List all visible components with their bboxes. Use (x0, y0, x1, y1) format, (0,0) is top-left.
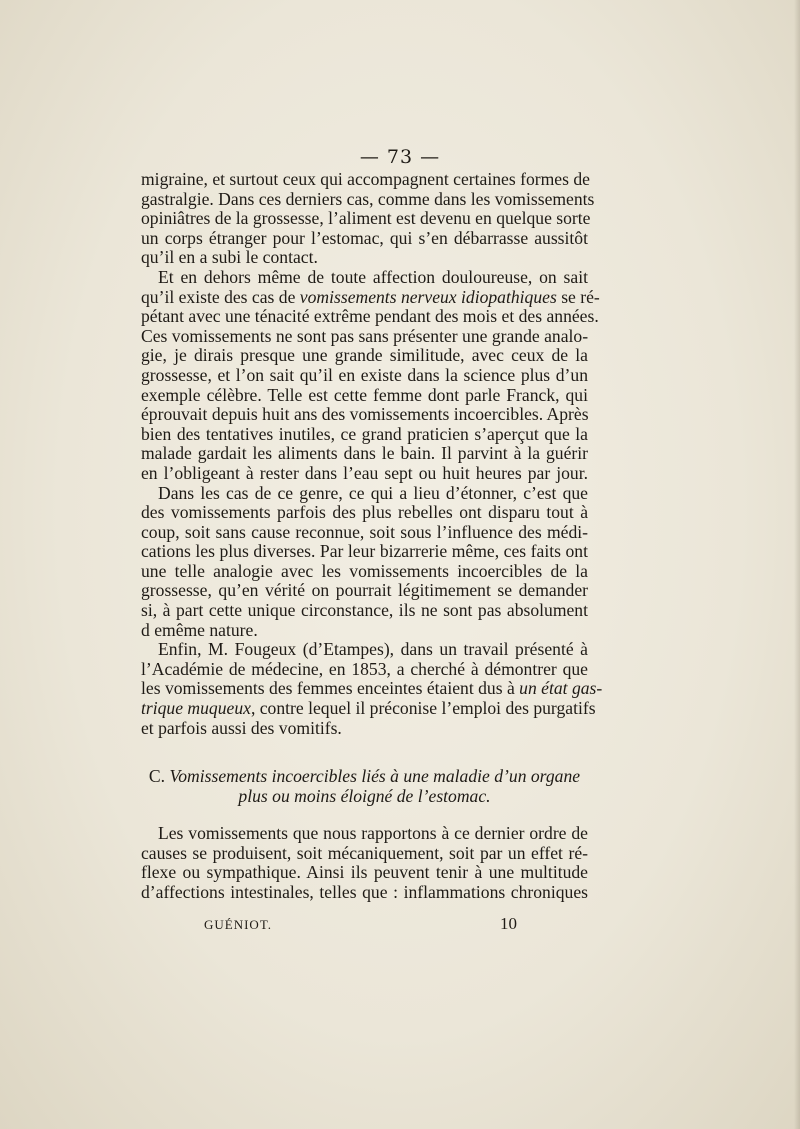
text-run: qu’il existe des cas de (141, 286, 300, 307)
italic-term: trique muqueux (141, 698, 251, 719)
text-line: éprouvait depuis huit ans des vomissements incoercibles. Après (141, 404, 589, 425)
text-line: qu’il en a subi le contact. (141, 247, 318, 268)
text-line: l’Académie de médecine, en 1853, a cherché à démontrer que (141, 658, 588, 679)
text-line (141, 678, 603, 699)
body-text (141, 169, 603, 738)
sheet-number: 10 (500, 914, 517, 933)
text-line: gastralgie. Dans ces derniers cas, comme dans les vomissements (141, 188, 595, 209)
text-line: bien des tentatives inutiles, ce grand praticien s’aperçut que la (141, 423, 588, 444)
italic-term: un état gas- (519, 678, 603, 699)
text-line: migraine, et surtout ceux qui accompagnent certaines formes de (141, 169, 590, 189)
text-line: grossesse, qu’en vérité on pourrait légitimement se demander (141, 580, 588, 601)
text-line: et parfois aussi des vomitifs. (141, 717, 342, 738)
text-line: d emême nature. (141, 619, 258, 640)
text-line: flexe ou sympathique. Ainsi ils peuvent tenir à une multitude (141, 862, 588, 883)
text-line (141, 698, 596, 719)
heading-line (141, 766, 588, 786)
text-line: opiniâtres de la grossesse, l’aliment est devenu en quelque sorte (141, 208, 591, 229)
text-line: pétant avec une ténacité extrême pendant des mois et des années. (141, 306, 599, 327)
text-line: exemple célèbre. Telle est cette femme dont parle Franck, qui (141, 384, 588, 405)
text-line: gie, je dirais presque une grande similitude, avec ceux de la (141, 345, 588, 366)
text-line: grossesse, et l’on sait qu’il en existe dans la science plus d’un (141, 364, 588, 385)
section-heading (141, 766, 588, 805)
page-number: — 73 — (359, 146, 441, 168)
text-line: une telle analogie avec les vomissements incoercibles de la (141, 560, 588, 581)
text-line: d’affections intestinales, telles que : inflammations chroniques (141, 881, 588, 902)
section-body (141, 824, 588, 902)
text-line: en l’obligeant à rester dans l’eau sept ou huit heures par jour. (141, 462, 588, 483)
page-edge-shadow (794, 0, 800, 1129)
italic-term: vomissements nerveux idiopathiques (299, 286, 557, 307)
text-line (141, 286, 600, 308)
text-line: Ces vomissements ne sont pas sans présenter une grande analo- (141, 325, 589, 346)
heading-line: plus ou moins éloigné de l’estomac. (238, 785, 491, 806)
text-run: , contre lequel il préconise l’emploi des purgatifs (250, 698, 596, 719)
heading-title: Vomissements incoercibles liés à une maladie d’un organe (169, 766, 581, 786)
text-line: Et en dehors même de toute affection douloureuse, on sait (158, 266, 588, 287)
text-run: les vomissements des femmes enceintes étaient dus à (141, 678, 520, 699)
text-line: coup, soit sans cause reconnue, soit sous l’influence des médi- (141, 521, 588, 542)
text-line: Enfin, M. Fougeux (d’Etampes), dans un travail présenté à (158, 639, 588, 660)
text-run: se ré- (556, 286, 600, 307)
text-line: Les vomissements que nous rapportons à ce dernier ordre de (158, 823, 588, 843)
text-line: des vomissements parfois des plus rebelles ont disparu tout à (141, 502, 588, 523)
text-line: cations les plus diverses. Par leur bizarrerie même, ces faits ont (141, 541, 588, 562)
text-line: un corps étranger pour l’estomac, qui s’en débarrasse aussitôt (141, 227, 588, 248)
text-line: si, à part cette unique circonstance, ils ne sont pas absolument (141, 600, 588, 621)
signature-mark: GUÉNIOT. (204, 917, 273, 932)
text-line: Dans les cas de ce genre, ce qui a lieu d’étonner, c’est que (158, 482, 588, 503)
text-line: causes se produisent, soit mécaniquement, soit par un effet ré- (141, 842, 588, 863)
text-line: malade gardait les aliments dans le bain. Il parvint à la guérir (141, 443, 588, 464)
section-label: C. (148, 766, 166, 786)
